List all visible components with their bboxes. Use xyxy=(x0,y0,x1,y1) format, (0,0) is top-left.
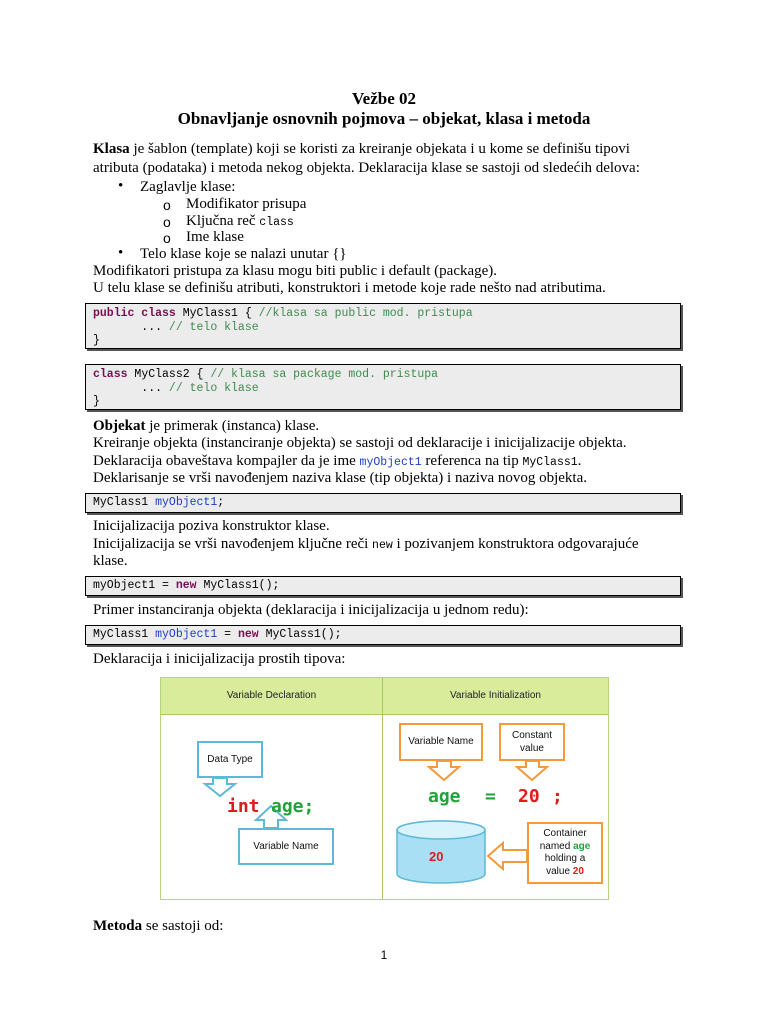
objekat-line4: Deklarisanje se vrši navođenjem naziva klase (tip objekta) i naziva novog objekta. xyxy=(93,470,587,486)
modifikatori-line: Modifikatori pristupa za klasu mogu biti public i default (package). xyxy=(93,263,498,279)
init-line2: Inicijalizacija se vrši navođenjem ključne reči new i pozivanjem konstruktora odgovarajuće xyxy=(93,536,639,552)
code-declaration: MyClass1 myObject1; xyxy=(85,493,681,513)
sub-marker: o xyxy=(163,214,171,230)
metoda-line: Metoda se sastoji od: xyxy=(93,918,224,934)
page-number: 1 xyxy=(380,948,388,962)
diagram-header-declaration: Variable Declaration xyxy=(161,678,382,715)
objekat-line3: Deklaracija obaveštava kompajler da je ime myObject1 referenca na tip MyClass1. xyxy=(93,453,582,469)
sub-marker: o xyxy=(163,230,171,246)
objekat-line2: Kreiranje objekta (instanciranje objekta) se sastoji od deklaracije i inicijalizacije objekta. xyxy=(93,435,627,451)
code-block-myclass2: class MyClass2 { // klasa sa package mod. pristupa ... // telo klase } xyxy=(85,364,681,410)
code-block-myclass1: public class MyClass1 { //klasa sa public mod. pristupa ... // telo klase } xyxy=(85,303,681,349)
bullet-dot: • xyxy=(118,245,124,261)
sub-kljucna-rec: Ključna reč class xyxy=(186,213,294,229)
klasa-term: Klasa xyxy=(93,141,130,157)
code-age: age; xyxy=(271,796,315,817)
init-line3: klase. xyxy=(93,553,128,569)
variable-diagram xyxy=(160,677,609,900)
init-semicolon: ; xyxy=(552,786,563,807)
klasa-desc-line2: atributa (podataka) i metoda nekog objekta. Deklaracija klase se sastoji od sledećih delova: xyxy=(93,160,640,176)
sub-marker: o xyxy=(163,197,171,213)
bullet-zaglavlje: Zaglavlje klase: xyxy=(140,179,236,195)
data-type-callout: Data Type xyxy=(197,741,263,778)
code-int: int xyxy=(227,796,260,817)
klasa-desc-line1: je šablon (template) koji se koristi za kreiranje objekata i u kome se definišu tipovi xyxy=(129,141,630,157)
init-equals: = xyxy=(485,786,496,807)
init-age: age xyxy=(428,786,461,807)
container-value: 20 xyxy=(429,849,444,864)
telo-line: U telu klase se definišu atributi, konstruktori i metode koje rade nešto nad atributima. xyxy=(93,280,606,296)
variable-name-right-callout: Variable Name xyxy=(399,723,483,761)
bullet-telo: Telo klase koje se nalazi unutar {} xyxy=(140,246,347,262)
bullet-dot: • xyxy=(118,178,124,194)
primer-line: Primer instanciranja objekta (deklaracija i inicijalizacija u jednom redu): xyxy=(93,602,529,618)
document-subtitle: Obnavljanje osnovnih pojmova – objekat, klasa i metoda xyxy=(177,109,591,128)
variable-name-left-callout: Variable Name xyxy=(238,828,334,865)
document-title: Vežbe 02 xyxy=(351,89,417,108)
sub-modifikator: Modifikator prisupa xyxy=(186,196,307,212)
init-value: 20 xyxy=(518,786,540,807)
prosti-tipovi-line: Deklaracija i inicijalizacija prostih tipova: xyxy=(93,651,346,667)
klasa-paragraph xyxy=(93,141,678,158)
objekat-definition: Objekat je primerak (instanca) klase. xyxy=(93,418,320,434)
container-callout: Container named age holding a value 20 xyxy=(527,822,603,884)
init-line1: Inicijalizacija poziva konstruktor klase. xyxy=(93,518,330,534)
sub-ime-klase: Ime klase xyxy=(186,229,244,245)
diagram-header-initialization: Variable Initialization xyxy=(383,678,608,715)
code-initialization: myObject1 = new MyClass1(); xyxy=(85,576,681,596)
constant-value-callout: Constant value xyxy=(499,723,565,761)
code-declaration-initialization: MyClass1 myObject1 = new MyClass1(); xyxy=(85,625,681,645)
